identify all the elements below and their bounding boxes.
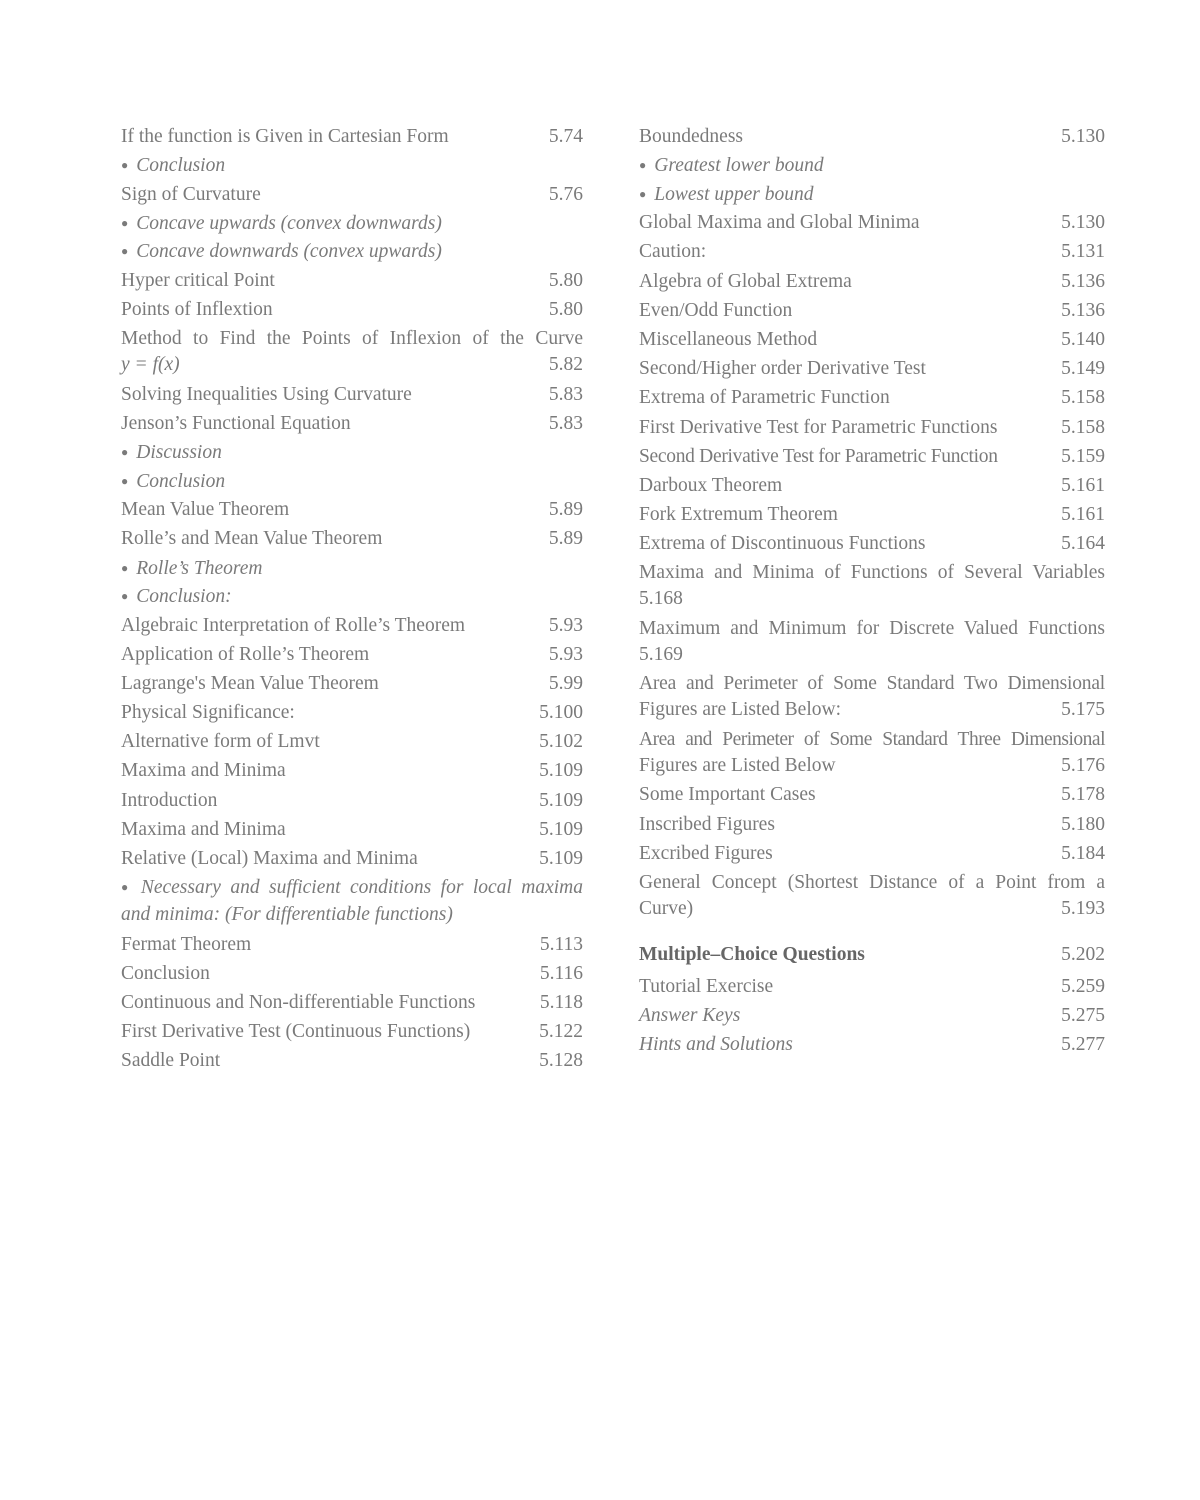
toc-entry-title: Excribed Figures — [639, 842, 773, 864]
toc-entry-multiline — [639, 560, 1105, 612]
toc-entry-page: 5.275 — [1061, 1004, 1105, 1026]
toc-entry-page: 5.193 — [1061, 898, 1105, 919]
toc-entry-title: Some Important Cases — [639, 784, 816, 806]
toc-entry — [639, 210, 1105, 236]
toc-entry-page: 5.202 — [1061, 943, 1105, 965]
toc-entry — [639, 473, 1105, 499]
toc-entry-page: 5.118 — [539, 992, 583, 1014]
toc-entry-title: Rolle’s and Mean Value Theorem — [121, 528, 383, 550]
toc-entry-title: Darboux Theorem — [639, 474, 783, 496]
bullet-icon: ● — [121, 589, 129, 603]
toc-entry — [639, 1003, 1105, 1029]
toc-entry-page: 5.130 — [1061, 126, 1105, 147]
toc-entry — [639, 502, 1105, 528]
toc-entry-page: 5.116 — [539, 962, 583, 984]
toc-entry-page: 5.130 — [1061, 212, 1105, 234]
toc-entry-title: Mean Value Theorem — [121, 499, 290, 521]
toc-entry-page: 5.109 — [539, 818, 583, 840]
toc-entry — [639, 444, 1105, 470]
toc-entry-page: 5.164 — [1061, 533, 1105, 555]
toc-subentry-multiline: ● Necessary and sufficient conditions for local maxima and minima: (For differentiable functions) — [121, 875, 583, 928]
toc-entry-title-cont: Figures are Listed Below — [639, 754, 836, 776]
toc-entry-title: Maxima and Minima — [121, 818, 286, 840]
toc-entry-page: 5.168 — [639, 588, 683, 610]
toc-entry-page: 5.113 — [539, 933, 583, 955]
bullet-icon: ● — [121, 244, 129, 259]
toc-entry — [639, 531, 1105, 557]
toc-entry-title: Saddle Point — [121, 1050, 221, 1072]
toc-entry — [121, 642, 583, 668]
toc-entry — [121, 526, 583, 552]
toc-entry-page: 5.99 — [548, 672, 583, 694]
toc-entry — [639, 298, 1105, 324]
toc-subentry: ● Concave downwards (convex upwards) — [121, 241, 442, 263]
toc-entry — [121, 382, 583, 408]
toc-entry — [121, 961, 583, 987]
bullet-icon: ● — [639, 186, 647, 201]
bullet-icon: ● — [121, 880, 133, 895]
toc-entry — [639, 1032, 1105, 1058]
toc-entry — [639, 239, 1105, 265]
toc-entry-title: Inscribed Figures — [639, 813, 775, 835]
toc-entry-page: 5.93 — [548, 614, 583, 636]
toc-entry-page: 5.131 — [1061, 241, 1105, 263]
toc-entry-section — [639, 942, 1105, 968]
toc-entry — [121, 497, 583, 523]
toc-entry-title: Jenson’s Functional Equation — [121, 412, 351, 434]
toc-entry-title: Sign of Curvature — [121, 183, 261, 205]
toc-entry-multiline — [639, 671, 1105, 723]
toc-entry-page: 5.102 — [539, 731, 583, 753]
toc-entry-title: Hyper critical Point — [121, 269, 275, 291]
toc-entry-page: 5.136 — [1061, 270, 1105, 292]
toc-entry-title: Physical Significance: — [121, 702, 295, 724]
bullet-icon: ● — [639, 158, 647, 173]
toc-entry-page: 5.83 — [548, 412, 583, 434]
toc-entry-page: 5.80 — [548, 269, 583, 291]
toc-entry-title: Area and Perimeter of Some Standard Two Dimensional — [639, 673, 1105, 695]
toc-entry-page: 5.100 — [539, 702, 583, 724]
toc-entry-page: 5.89 — [548, 528, 583, 550]
toc-entry — [121, 788, 583, 814]
toc-entry-title: Hints and Solutions — [639, 1033, 793, 1055]
toc-subentry: ● Discussion — [121, 442, 222, 464]
toc-entry-title: Maxima and Minima of Functions of Several Variables — [639, 562, 1105, 584]
toc-entry-title: Conclusion — [121, 962, 210, 984]
toc-entry-title: Alternative form of Lmvt — [121, 731, 320, 753]
toc-entry — [121, 1019, 583, 1045]
toc-entry-title: Application of Rolle’s Theorem — [121, 643, 370, 665]
toc-entry-title: Miscellaneous Method — [639, 328, 818, 350]
toc-subentry: ● Lowest upper bound — [639, 183, 814, 205]
toc-entry-title: Second/Higher order Derivative Test — [639, 358, 926, 380]
toc-entry-page: 5.128 — [539, 1050, 583, 1072]
toc-entry — [121, 182, 583, 208]
toc-entry-formula: y = f(x) — [121, 354, 180, 376]
toc-entry-page: 5.158 — [1061, 387, 1105, 409]
toc-entry-page: 5.176 — [1061, 754, 1105, 776]
toc-entry-page: 5.180 — [1061, 813, 1105, 835]
toc-entry — [639, 415, 1105, 441]
toc-entry — [639, 385, 1105, 411]
toc-entry — [121, 268, 583, 294]
toc-entry-page: 5.140 — [1061, 328, 1105, 350]
bullet-icon: ● — [121, 473, 129, 488]
toc-entry-title: Lagrange's Mean Value Theorem — [121, 672, 379, 694]
toc-entry-page: 5.109 — [539, 848, 583, 869]
toc-entry — [121, 817, 583, 843]
toc-subentry: ● Conclusion — [121, 470, 226, 492]
toc-entry-title: Fermat Theorem — [121, 933, 252, 955]
toc-entry — [121, 758, 583, 784]
toc-entry-page: 5.175 — [1061, 699, 1105, 721]
bullet-icon: ● — [121, 215, 129, 230]
toc-entry-page: 5.169 — [639, 643, 683, 665]
toc-right-column — [639, 124, 1105, 1061]
toc-entry-page: 5.122 — [539, 1021, 583, 1043]
toc-entry-multiline — [121, 326, 583, 378]
toc-entry-title: General Concept (Shortest Distance of a Point from a — [639, 872, 1105, 893]
toc-entry-title: Area and Perimeter of Some Standard Three Dimensional — [639, 728, 1105, 750]
toc-entry-multiline — [639, 870, 1105, 922]
toc-entry — [121, 729, 583, 755]
toc-entry-page: 5.109 — [539, 789, 583, 811]
toc-entry-page: 5.178 — [1061, 784, 1105, 806]
toc-entry-title: If the function is Given in Cartesian Form — [121, 126, 449, 147]
toc-entry-page: 5.159 — [1061, 445, 1105, 467]
toc-entry-page: 5.83 — [548, 383, 583, 405]
toc-entry-title: Continuous and Non-differentiable Functions — [121, 992, 476, 1014]
toc-entry — [121, 411, 583, 437]
toc-entry-title-cont: Figures are Listed Below: — [639, 699, 841, 721]
toc-entry-title: Relative (Local) Maxima and Minima — [121, 848, 418, 869]
toc-entry-page: 5.161 — [1061, 504, 1105, 526]
toc-entry-page: 5.184 — [1061, 842, 1105, 864]
toc-entry — [639, 269, 1105, 295]
toc-entry — [121, 932, 583, 958]
toc-subentry: ● Conclusion: — [121, 586, 232, 607]
toc-subentry: ● Rolle’s Theorem — [121, 557, 263, 579]
toc-entry-title: Maxima and Minima — [121, 760, 286, 782]
toc-entry-page: 5.93 — [548, 643, 583, 665]
toc-entry-title: Answer Keys — [639, 1004, 741, 1026]
toc-subentry: ● Concave upwards (convex downwards) — [121, 212, 442, 234]
toc-entry-title: Method to Find the Points of Inflexion of the Curve — [121, 328, 583, 350]
toc-entry — [121, 124, 583, 150]
toc-entry-title: First Derivative Test for Parametric Functions — [639, 416, 998, 438]
toc-entry-title: Boundedness — [639, 126, 743, 147]
toc-entry-title: Algebraic Interpretation of Rolle’s Theorem — [121, 614, 466, 636]
toc-entry — [639, 974, 1105, 1000]
toc-entry — [121, 846, 583, 872]
toc-entry-title: Caution: — [639, 241, 707, 263]
toc-entry-page: 5.259 — [1061, 975, 1105, 997]
toc-entry — [121, 990, 583, 1016]
toc-entry-page: 5.80 — [548, 299, 583, 321]
toc-entry-page: 5.161 — [1061, 474, 1105, 496]
toc-entry-page: 5.109 — [539, 760, 583, 782]
toc-entry-title: Solving Inequalities Using Curvature — [121, 383, 412, 405]
toc-entry-title: Second Derivative Test for Parametric Function — [639, 445, 998, 467]
toc-subentry: ● Conclusion — [121, 155, 226, 177]
toc-entry-title: Maximum and Minimum for Discrete Valued Functions — [639, 617, 1105, 639]
toc-entry — [639, 327, 1105, 353]
toc-subentry: ● Greatest lower bound — [639, 155, 824, 177]
toc-entry-page: 5.149 — [1061, 358, 1105, 380]
toc-entry-title-cont: Curve) — [639, 898, 694, 919]
toc-entry-title: First Derivative Test (Continuous Functions) — [121, 1021, 471, 1043]
toc-entry-title: Algebra of Global Extrema — [639, 270, 852, 292]
toc-entry-title: Extrema of Parametric Function — [639, 387, 890, 409]
toc-entry-title: Even/Odd Function — [639, 299, 793, 321]
toc-entry — [121, 671, 583, 697]
toc-entry-page: 5.76 — [548, 183, 583, 205]
toc-entry — [639, 356, 1105, 382]
toc-entry-multiline — [639, 727, 1105, 779]
toc-entry-page: 5.89 — [548, 499, 583, 521]
bullet-icon: ● — [121, 560, 129, 575]
toc-section-title: Multiple–Choice Questions — [639, 943, 865, 965]
toc-entry-page: 5.82 — [548, 354, 583, 376]
toc-entry-title: Points of Inflextion — [121, 299, 273, 321]
toc-entry-title: Introduction — [121, 789, 218, 811]
toc-entry-title: Tutorial Exercise — [639, 975, 774, 997]
toc-entry-page: 5.158 — [1061, 416, 1105, 438]
toc-entry — [121, 1048, 583, 1074]
toc-entry — [121, 613, 583, 639]
toc-entry — [639, 812, 1105, 838]
bullet-icon: ● — [121, 445, 129, 460]
toc-subentry-line: and minima: (For differentiable functions) — [121, 904, 453, 926]
bullet-icon: ● — [121, 158, 129, 173]
toc-entry — [121, 297, 583, 323]
toc-entry — [639, 841, 1105, 867]
toc-entry-title: Extrema of Discontinuous Functions — [639, 533, 926, 555]
toc-entry-page: 5.74 — [548, 126, 583, 147]
toc-entry-page: 5.277 — [1061, 1033, 1105, 1055]
toc-left-column — [121, 124, 583, 1078]
toc-entry — [639, 782, 1105, 808]
toc-entry-title: Global Maxima and Global Minima — [639, 212, 920, 234]
toc-entry — [121, 700, 583, 726]
toc-entry-title: Fork Extremum Theorem — [639, 504, 838, 526]
toc-entry-multiline — [639, 616, 1105, 668]
toc-entry-page: 5.136 — [1061, 299, 1105, 321]
toc-entry — [639, 124, 1105, 150]
